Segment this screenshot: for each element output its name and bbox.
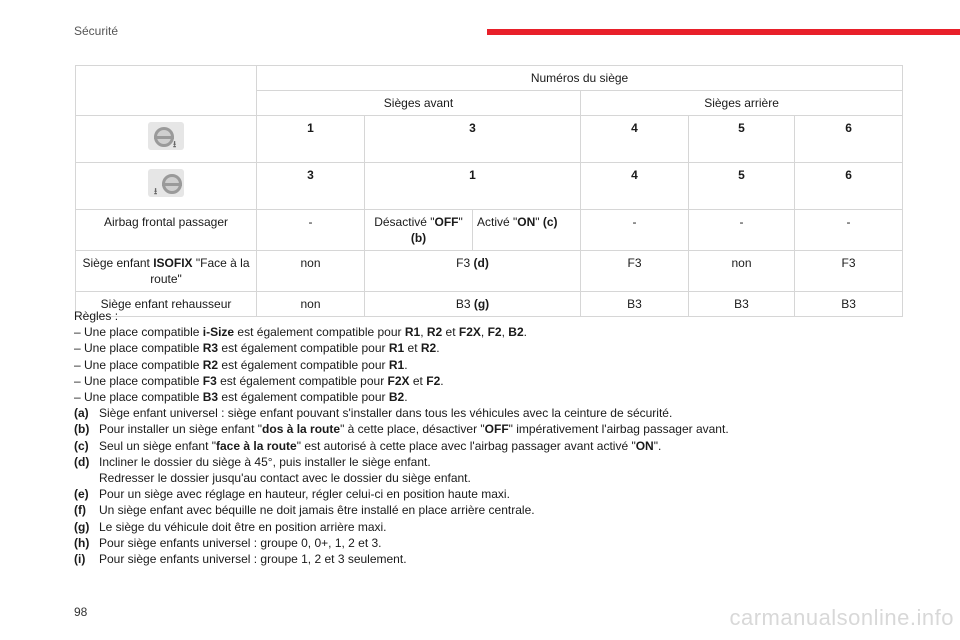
footnote-i: (i) Pour siège enfants universel : groupe 1, 2 et 3 seulement. xyxy=(74,552,407,567)
cell: F3 xyxy=(581,251,689,292)
cell: B3 xyxy=(581,292,689,317)
seat-number: 4 xyxy=(581,116,689,163)
empty-corner-cell xyxy=(76,66,257,116)
seat-number: 1 xyxy=(257,116,365,163)
cell: B3 xyxy=(795,292,903,317)
cell: F3 xyxy=(795,251,903,292)
airbag-off-cell: Désactivé "OFF" (b) xyxy=(365,210,473,251)
seat-number: 1 xyxy=(365,163,581,210)
table-header-row xyxy=(76,66,903,91)
steering-wheel-left-icon: ⭳ xyxy=(76,116,257,163)
seat-number: 3 xyxy=(257,163,365,210)
footnote-c: (c) Seul un siège enfant "face à la route" est autorisé à cette place avec l'airbag passager avant activé "ON". xyxy=(74,438,662,453)
footnote-e: (e) Pour un siège avec réglage en hauteur, régler celui-ci en position haute maxi. xyxy=(74,487,510,502)
front-seats-header: Sièges avant xyxy=(257,91,581,116)
cell: F3 (d) xyxy=(365,251,581,292)
cell: B3 (g) xyxy=(365,292,581,317)
cell: non xyxy=(257,292,365,317)
seat-number: 6 xyxy=(795,116,903,163)
seat-number: 5 xyxy=(689,116,795,163)
footnote-f: (f) Un siège enfant avec béquille ne doit jamais être installé en place arrière centrale. xyxy=(74,503,535,518)
table-row xyxy=(76,210,903,251)
footnote-g: (g) Le siège du véhicule doit être en position arrière maxi. xyxy=(74,519,387,534)
rule-line: – Une place compatible i-Size est également compatible pour R1, R2 et F2X, F2, B2. xyxy=(74,325,527,340)
footnote-h: (h) Pour siège enfants universel : groupe 0, 0+, 1, 2 et 3. xyxy=(74,535,382,550)
seat-number: 6 xyxy=(795,163,903,210)
cell: - xyxy=(689,210,795,251)
footnote-b: (b) Pour installer un siège enfant "dos à la route" à cette place, désactiver "OFF" impérativement l'airbag passager avant. xyxy=(74,422,729,437)
rule-line: – Une place compatible R2 est également compatible pour R1. xyxy=(74,357,408,372)
rules-title: Règles : xyxy=(74,309,119,323)
seat-compatibility-table xyxy=(75,65,903,317)
steering-wheel-right-icon: ⭳ xyxy=(76,163,257,210)
rule-line: – Une place compatible F3 est également compatible pour F2X et F2. xyxy=(74,373,444,388)
table-row xyxy=(76,251,903,292)
row-label: Siège enfant rehausseur xyxy=(76,292,257,317)
page-number: 98 xyxy=(74,605,88,619)
rear-seats-header: Sièges arrière xyxy=(581,91,903,116)
table-row xyxy=(76,163,903,210)
rule-line: – Une place compatible B3 est également compatible pour B2. xyxy=(74,390,408,405)
seat-number: 4 xyxy=(581,163,689,210)
rule-line: – Une place compatible R3 est également compatible pour R1 et R2. xyxy=(74,341,440,356)
watermark: carmanualsonline.info xyxy=(729,605,954,630)
cell: - xyxy=(257,210,365,251)
accent-bar xyxy=(487,29,960,35)
footnote-d: (d) Incliner le dossier du siège à 45°, puis installer le siège enfant. Redresser le dossier jusqu'au contact avec le dossier du siège enfant. xyxy=(74,454,471,486)
seat-number: 3 xyxy=(365,116,581,163)
footnote-a: (a) Siège enfant universel : siège enfant pouvant s'installer dans tous les véhicules avec la ceinture de sécurité. xyxy=(74,406,673,421)
table-row xyxy=(76,116,903,163)
row-label: Airbag frontal passager xyxy=(76,210,257,251)
rules-and-notes xyxy=(74,308,729,567)
row-label: Siège enfant ISOFIX "Face à la route" xyxy=(76,251,257,292)
seat-number: 5 xyxy=(689,163,795,210)
cell: - xyxy=(581,210,689,251)
cell: B3 xyxy=(689,292,795,317)
cell: - xyxy=(795,210,903,251)
cell: non xyxy=(689,251,795,292)
seat-numbers-header: Numéros du siège xyxy=(257,66,903,91)
airbag-on-cell: Activé "ON" (c) xyxy=(473,210,581,251)
section-title: Sécurité xyxy=(74,24,119,38)
cell: non xyxy=(257,251,365,292)
